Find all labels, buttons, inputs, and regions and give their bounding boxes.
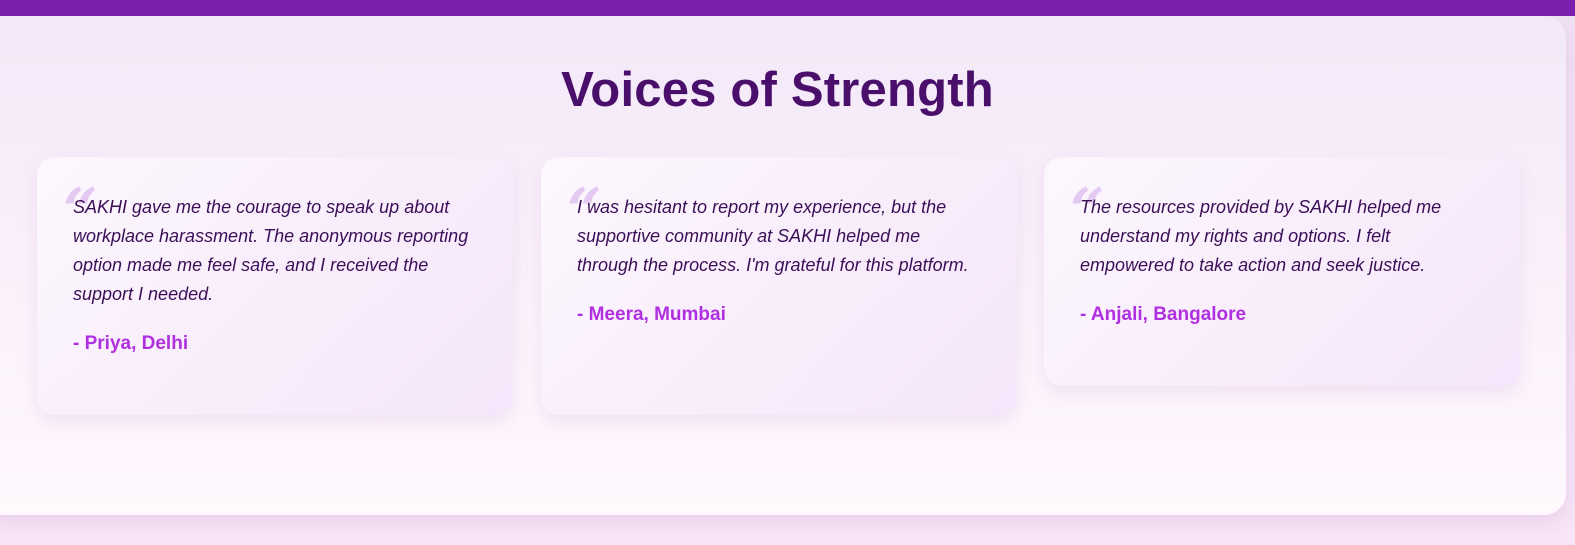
testimonial-quote: I was hesitant to report my experience, but the supportive community at SAKHI helped me through the process. I'm grateful for this platform. [577,197,969,275]
testimonial-quote: The resources provided by SAKHI helped me understand my rights and options. I felt empowered to take action and seek justice. [1080,197,1442,275]
testimonial-card [1044,157,1520,386]
quote-icon: “ [63,176,98,246]
testimonial-author: - Priya, Delhi [73,333,189,354]
testimonial-quote: SAKHI gave me the courage to speak up about workplace harassment. The anonymous reporting option made me feel safe, and I received the support I needed. [73,197,469,304]
testimonial-author: - Meera, Mumbai [577,304,726,325]
section-title: Voices of Strength [561,63,994,117]
quote-icon: “ [1070,176,1105,246]
top-bar [0,0,1575,16]
testimonial-card [541,157,1017,415]
testimonial-card [37,157,513,415]
testimonial-author: - Anjali, Bangalore [1080,304,1247,325]
quote-icon: “ [567,176,602,246]
